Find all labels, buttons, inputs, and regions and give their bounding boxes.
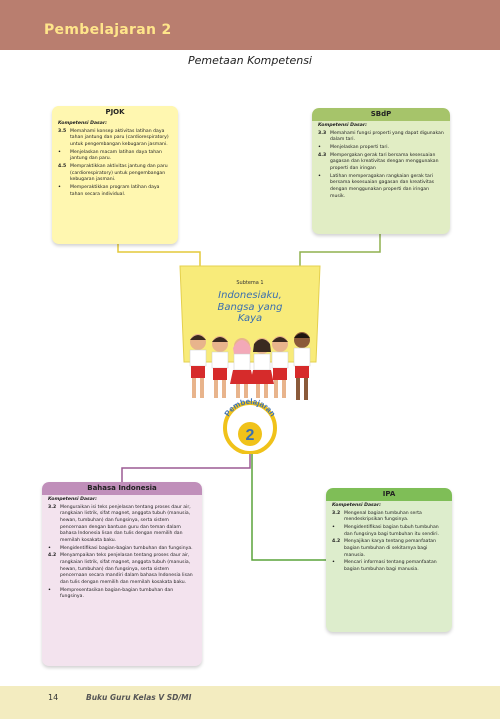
ipa-box xyxy=(326,488,452,632)
page-number: 14 xyxy=(48,693,59,702)
list-item: 4.2 Menyajikan karya tentang pemanfaatan bagian tumbuhan di sekitarnya bagi manusia. xyxy=(332,539,436,558)
list-item: • Mencari informasi tentang pemanfaatan bagian tumbuhan bagi manusia. xyxy=(332,560,437,573)
badge-number: 2 xyxy=(245,427,255,444)
child-figure xyxy=(250,338,274,398)
child-figure xyxy=(212,336,228,398)
child-figure xyxy=(272,336,288,398)
list-item: 4.2 Menyampaikan teks penjelasan tentang proses daur air, rangkaian listrik, sifat magnet, anggota tubuh (manusia, hewan, tumbuhan) dan fungsinya, serta sistem pencernaan secara mandiri dalam bahasa Indonesia lisan dan tulis dengan memilih dan memilah kosakata baku. xyxy=(48,553,193,586)
bahasa-indonesia-box xyxy=(42,482,202,666)
list-item: 4.3 Mempergakan gerak tari bersama kesesuaian gagasan dan kreativitas dengan menggunakan properti dan iringan xyxy=(318,152,439,172)
child-figure xyxy=(190,334,206,398)
pjok-title: PJOK xyxy=(52,106,178,119)
bahasa-title: Bahasa Indonesia xyxy=(42,482,202,495)
list-item: 3.5 Memahami konsep aktivitas latihan daya tahan jantung dan paru (cardiorespiratory) untuk pengembangan kebugaran jasmani. xyxy=(58,128,169,148)
pjok-kd-label: Kompetensi Dasar: xyxy=(58,121,107,127)
subtheme-label: Subtema 1 xyxy=(236,280,264,286)
sbdp-kd-label: Kompetensi Dasar: xyxy=(318,123,367,129)
list-item: • Latihan memperagakan rangkaian gerak tari bersama kesesuaian gagasan dan kreativitas dengan menggunakan properti dan iringan musik. xyxy=(318,173,435,199)
list-item: 4.5 Mempraktikkan aktivitas jantung dan paru (cardiorespiratory) untuk pengembangan kebugaran jasmani. xyxy=(58,164,168,183)
list-item: 3.2 Mengenal bagian tumbuhan serta mendeskripsikan fungsinya. xyxy=(332,510,422,523)
page-title: Pemetaan Kompetensi xyxy=(187,54,312,67)
subtheme-title: Indonesiaku, Bangsa yang Kaya xyxy=(217,290,283,324)
ipa-kd-label: Kompetensi Dasar: xyxy=(332,503,381,509)
pembelajaran-badge xyxy=(218,398,282,454)
child-figure xyxy=(294,332,310,400)
section-title: Pembelajaran 2 xyxy=(44,22,172,38)
list-item: • Mengidentifikasi bagian-bagian tumbuhan dan fungsinya. xyxy=(48,545,193,551)
footer-band xyxy=(0,686,500,719)
sbdp-title: SBdP xyxy=(312,108,450,121)
list-item: • Mempresentasikan bagian-bagian tumbuhan dan fungsinya. xyxy=(48,587,174,600)
list-item: • Menjelaskan macam latihan daya tahan jantung dan paru. xyxy=(58,149,162,162)
ipa-title: IPA xyxy=(326,488,452,501)
child-figure xyxy=(230,338,254,398)
bahasa-kd-label: Kompetensi Dasar: xyxy=(48,497,97,503)
list-item: 3.3 Memahami fungsi properti yang dapat digunakan dalam tari. xyxy=(318,130,444,143)
book-title: Buku Guru Kelas V SD/MI xyxy=(86,693,192,702)
list-item: • Menjelaskan properti tari. xyxy=(318,145,389,151)
list-item: • Memperaktikkan program latihan daya tahan secara individual. xyxy=(58,185,160,197)
list-item: 3.2 Menguraikan isi teks penjelasan tentang proses daur air, rangkaian listrik, sifat magnet, anggota tubuh (manusia, hewan, tumbuhan) dan fungsinya, serta sistem pencernaan dengan bantuan guru dan teman dalam bahasa Indonesia lisan dan tulis dengan memilih dan memilah kosakata baku. xyxy=(48,504,191,544)
badge-label: Pembelajaran xyxy=(222,398,278,419)
list-item: • Mengidentifikasi bagian tubuh tumbuhan dan fungsinya bagi tumbuhan itu sendiri. xyxy=(332,525,439,537)
